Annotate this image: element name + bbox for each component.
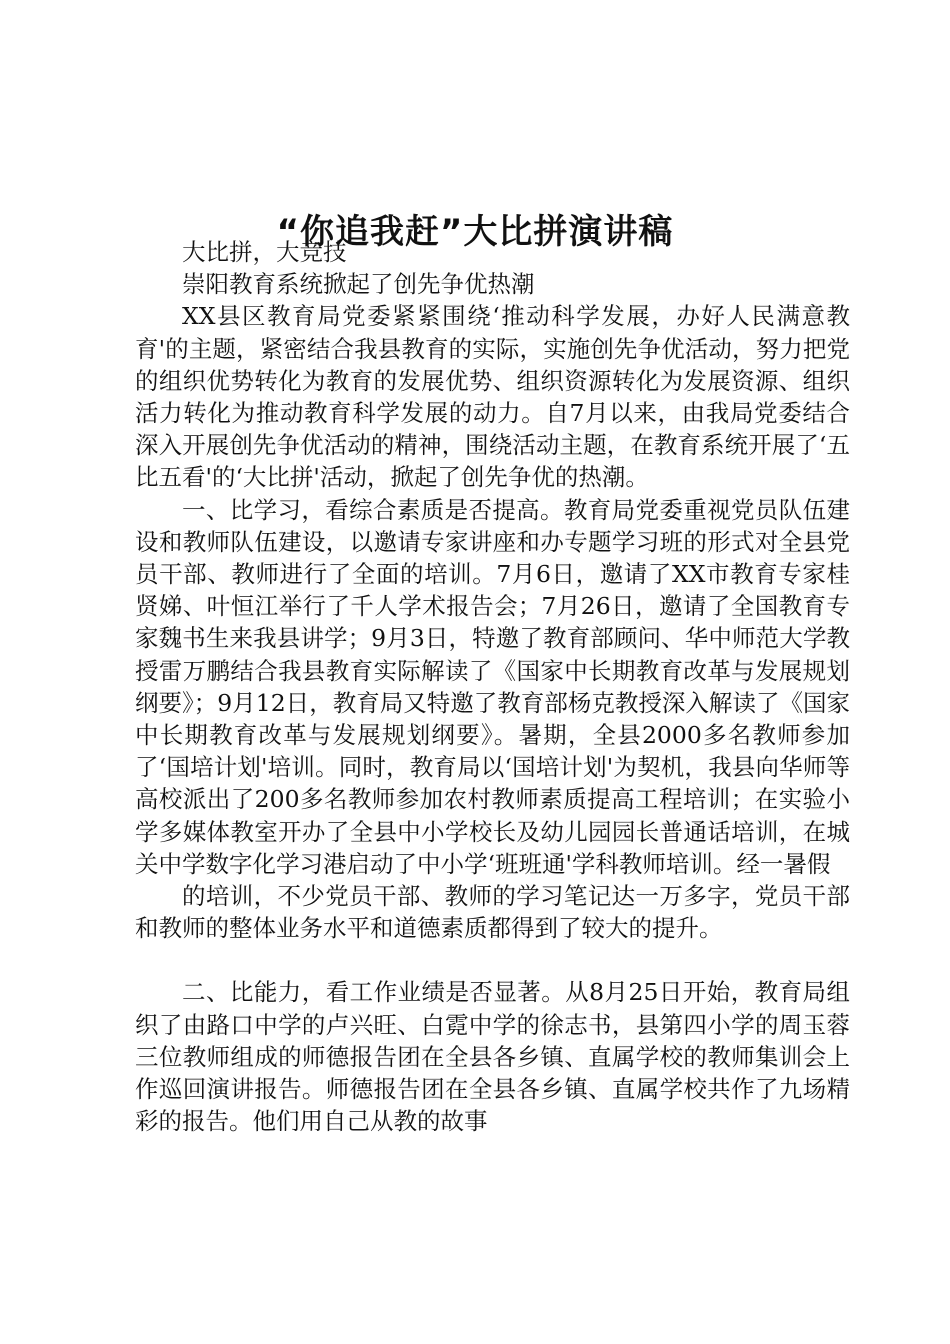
section-two-paragraph: 二、比能力，看工作业绩是否显著。从8月25日开始，教育局组织了由路口中学的卢兴旺、白霓中学的徐志书，县第四小学的周玉蓉三位教师组成的师德报告团在全县各乡镇、直属学校的教师集训会上作巡回演讲报告。师德报告团在全县各乡镇、直属学校共作了九场精彩的报告。他们用自己从教的故事 <box>135 978 850 1136</box>
section-one-paragraph: 一、比学习，看综合素质是否提高。教育局党委重视党员队伍建设和教师队伍建设，以邀请专家讲座和办专题学习班的形式对全县党员干部、教师进行了全面的培训。7月6日，邀请了XX市教育专家桂贤娣、叶恒江举行了千人学术报告会；7月26日，邀请了全国教育专家魏书生来我县讲学；9月3日，特邀了教育部顾问、华中师范大学教授雷万鹏结合我县教育实际解读了《国家中长期教育改革与发展规划纲要》；9月12日，教育局又特邀了教育部杨克教授深入解读了《国家中长期教育改革与发展规划纲要》。暑期，全县2000多名教师参加了‘国培计划'培训。同时，教育局以‘国培计划'为契机，我县向华师等高校派出了200多名教师参加农村教师素质提高工程培训；在实验小学多媒体教室开办了全县中小学校长及幼儿园园长普通话培训，在城关中学数字化学习港启动了中小学‘班班通'学科教师培训。经一暑假 <box>135 495 850 878</box>
document-title: “你追我赶”大比拼演讲稿 <box>276 211 674 252</box>
subtitle-line-1: 大比拼，大竞技 <box>182 238 347 266</box>
subtitle-line-2: 崇阳教育系统掀起了创先争优热潮 <box>182 270 535 299</box>
intro-paragraph: XX县区教育局党委紧紧围绕‘推动科学发展，办好人民满意教育'的主题，紧密结合我县教育的实际，实施创先争优活动，努力把党的组织优势转化为教育的发展优势、组织资源转化为发展资源、组织活力转化为推动教育科学发展的动力。自7月以来，由我局党委结合深入开展创先争优活动的精神，围绕活动主题，在教育系统开展了‘五比五看'的‘大比拼'活动，掀起了创先争优的热潮。 <box>135 302 850 492</box>
section-one-continuation: 的培训，不少党员干部、教师的学习笔记达一万多字，党员干部和教师的整体业务水平和道德素质都得到了较大的提升。 <box>135 882 850 943</box>
document-body <box>135 236 850 1137</box>
